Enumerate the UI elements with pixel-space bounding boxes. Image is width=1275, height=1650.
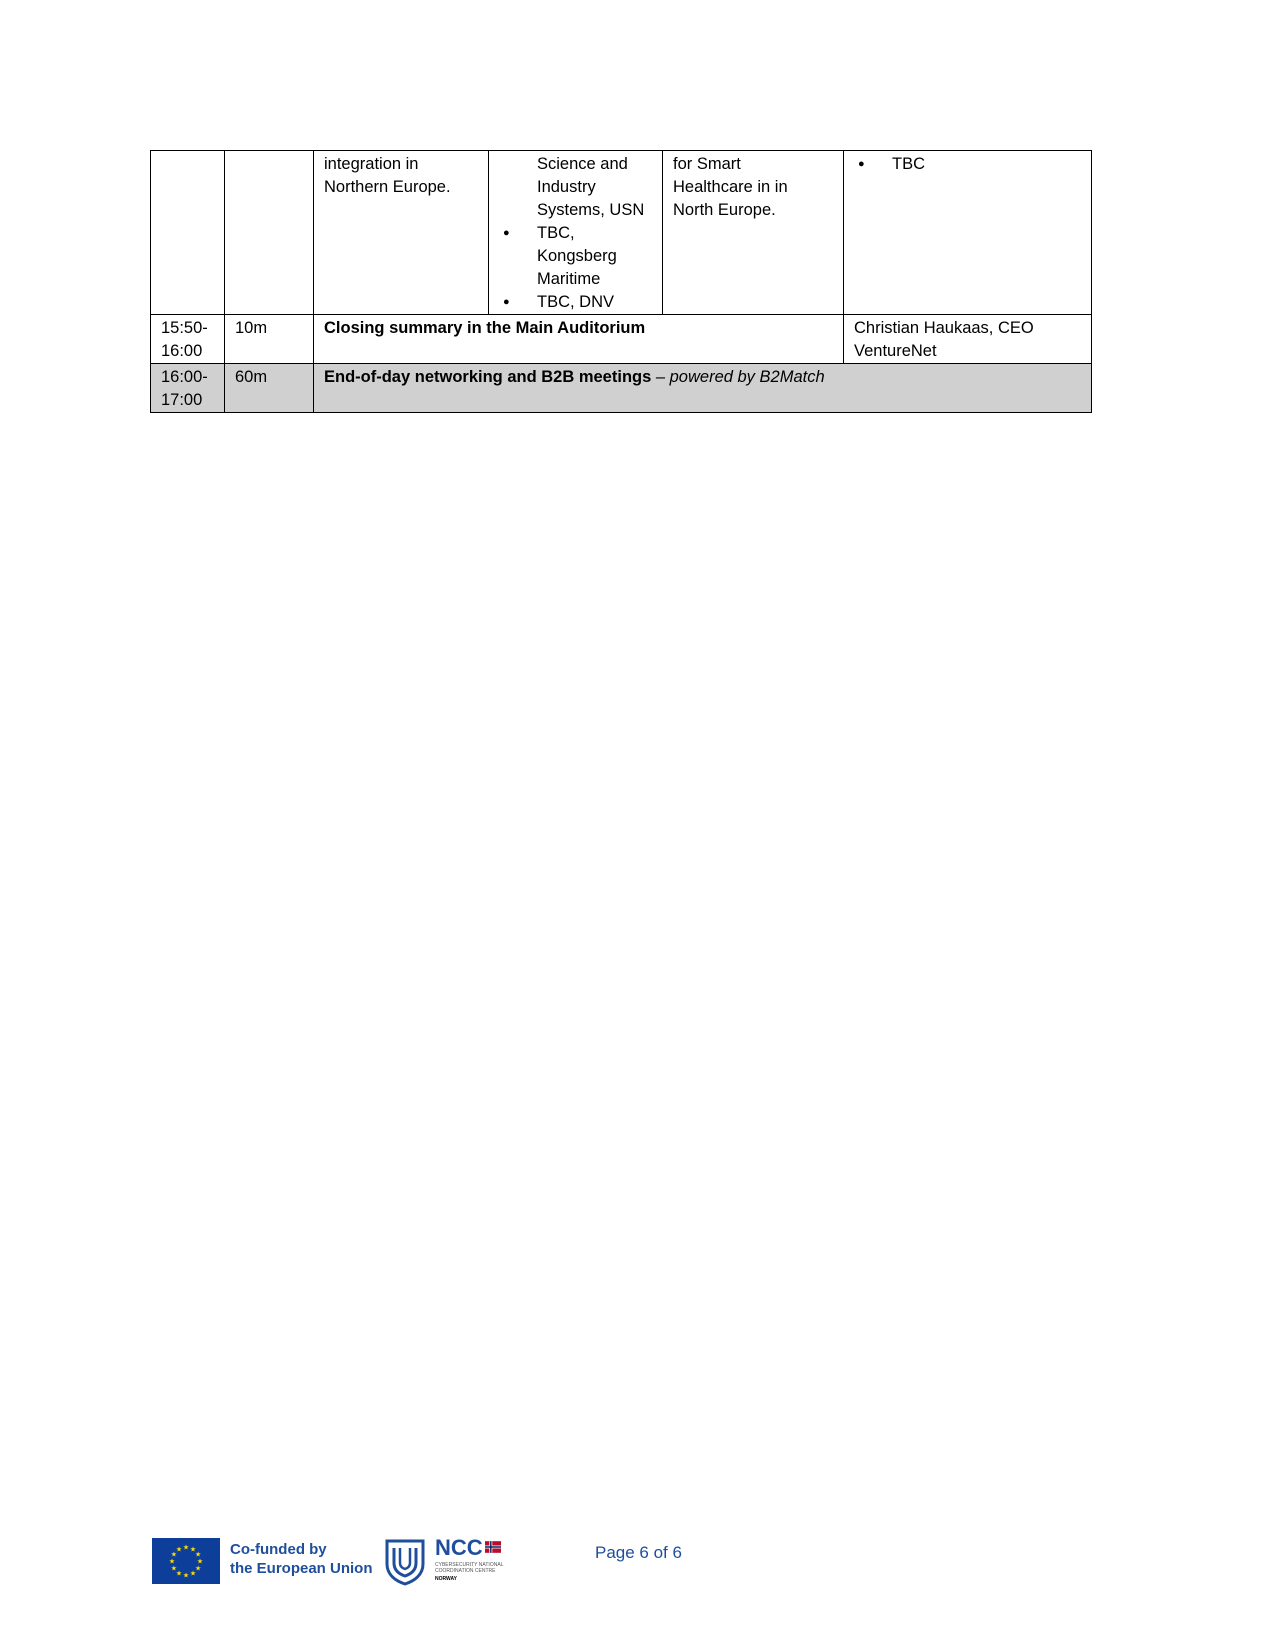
time-start: 16:00-	[161, 368, 208, 386]
text-line: Kongsberg	[537, 247, 617, 265]
eu-star-icon: ★	[189, 1570, 197, 1578]
eu-star-icon: ★	[194, 1551, 202, 1559]
eu-star-icon: ★	[170, 1565, 178, 1573]
session-title: End-of-day networking and B2B meetings	[324, 368, 652, 386]
speaker-cell	[844, 151, 1092, 315]
text-line: Northern Europe.	[324, 178, 451, 196]
eu-star-icon: ★	[182, 1572, 190, 1580]
table-row-networking	[151, 364, 1092, 413]
text-line: Systems, USN	[537, 201, 645, 219]
description-cell	[663, 151, 844, 315]
list-item	[499, 222, 652, 291]
list-item	[499, 153, 652, 222]
eu-star-icon: ★	[170, 1551, 178, 1559]
speaker-list	[854, 153, 1081, 176]
text-line: Healthcare in in	[673, 178, 788, 196]
panelist-list	[499, 153, 652, 314]
time-cell	[151, 315, 225, 364]
text-line: ● TBC, DNV	[537, 293, 615, 311]
text-line: integration in	[324, 155, 419, 173]
eu-star-icon: ★	[175, 1570, 183, 1578]
duration-cell	[225, 151, 314, 315]
eu-star-icon: ★	[189, 1546, 197, 1554]
speaker-cell	[844, 315, 1092, 364]
panel-cell	[489, 151, 663, 315]
list-item	[854, 153, 1081, 176]
session-title-cell	[314, 364, 1092, 413]
table-row-closing	[151, 315, 1092, 364]
eu-line-1: Co-funded by	[230, 1541, 327, 1558]
text-line: ● TBC,	[537, 224, 575, 242]
time-cell	[151, 151, 225, 315]
text-line: Maritime	[537, 270, 601, 288]
text-line: Industry	[537, 178, 596, 196]
agenda-table	[150, 150, 1092, 413]
text-line: for Smart	[673, 155, 741, 173]
eu-star-icon: ★	[182, 1544, 190, 1552]
ncc-subtitle: CYBERSECURITY NATIONAL COORDINATION CENTRE	[435, 1562, 504, 1574]
eu-line-2: the European Union	[230, 1560, 373, 1577]
text-line: TBC	[892, 155, 925, 173]
text-line: Christian Haukaas, CEO	[854, 319, 1034, 337]
list-item	[499, 291, 652, 314]
text-line: Science and	[537, 155, 628, 173]
session-title-cell	[314, 315, 844, 364]
norway-flag-icon	[485, 1540, 501, 1552]
eu-star-icon: ★	[168, 1558, 176, 1566]
duration-cell: 60m	[225, 364, 314, 413]
eu-star-icon: ★	[194, 1565, 202, 1573]
page-number: Page 6 of 6	[595, 1543, 682, 1562]
time-start: 15:50-	[161, 319, 208, 337]
text-line: VentureNet	[854, 342, 937, 360]
time-end: 16:00	[161, 342, 203, 360]
time-end: 17:00	[161, 391, 203, 409]
ncc-country: NORWAY	[435, 1576, 457, 1582]
eu-cofunded-text	[230, 1540, 373, 1578]
eu-star-icon: ★	[196, 1558, 204, 1566]
duration-cell: 10m	[225, 315, 314, 364]
topic-cell	[314, 151, 489, 315]
eu-flag-icon	[152, 1538, 220, 1584]
ncc-title: NCC	[435, 1535, 483, 1560]
table-row-continued	[151, 151, 1092, 315]
session-subtitle: – powered by B2Match	[651, 368, 825, 386]
time-cell	[151, 364, 225, 413]
text-line: North Europe.	[673, 201, 776, 219]
eu-star-icon: ★	[175, 1546, 183, 1554]
ncc-shield-icon	[384, 1538, 426, 1586]
session-title: Closing summary in the Main Auditorium	[324, 319, 646, 337]
